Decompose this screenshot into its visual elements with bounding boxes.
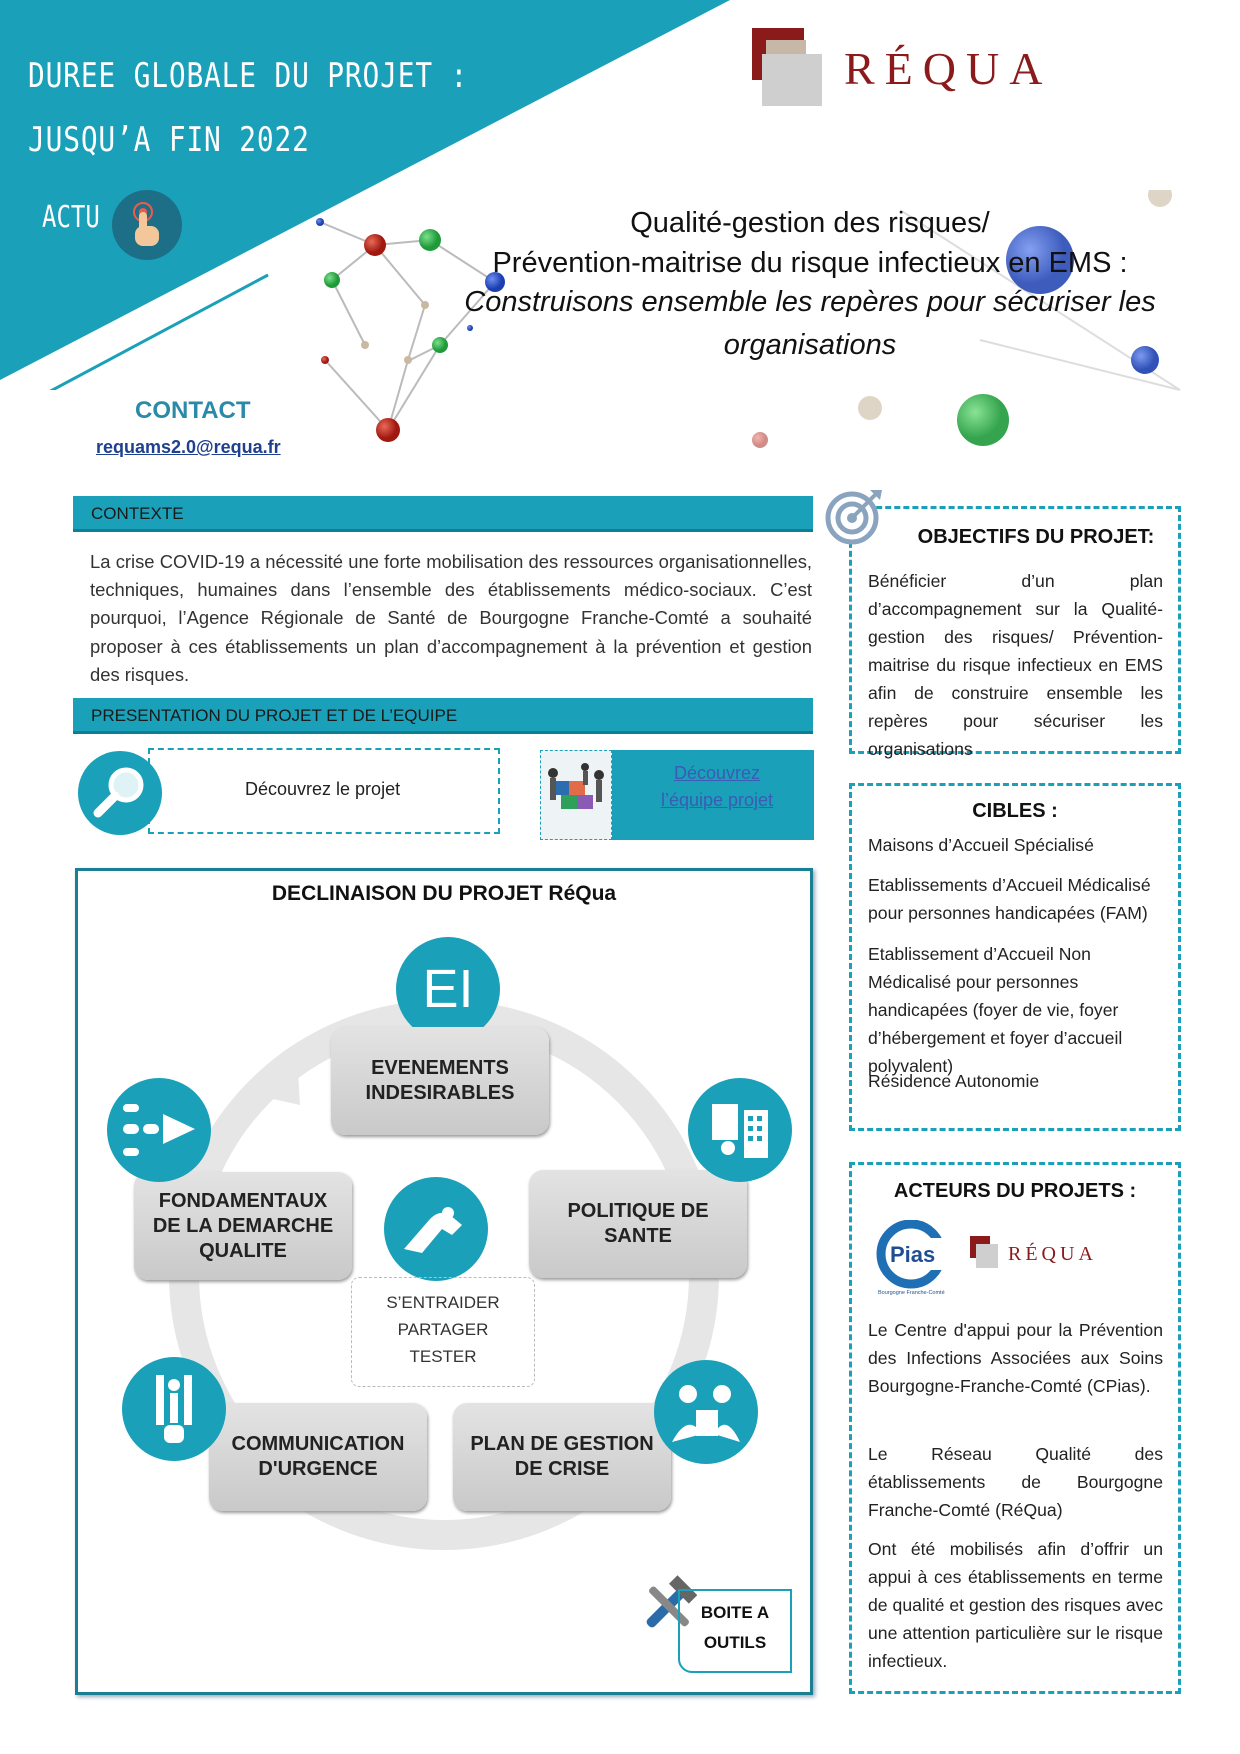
contact-email-link[interactable]: requams2.0@requa.fr xyxy=(96,437,281,457)
center-values-box xyxy=(351,1277,535,1387)
cpias-logo-subtext: Bourgogne Franche-Comté xyxy=(878,1290,945,1296)
contexte-text: La crise COVID-19 a nécessité une forte mobilisation des ressources organisationnelles, techniques, humaines dans l’ensemble des établissements médico-sociaux. C’est pourquoi, l’Agence Régionale de Santé de Bourgogne Franche-Comté a souhaité proposer à ces établissements un plan d’accompagnement à la prévention et gestion des risques. xyxy=(90,551,812,685)
cible-item-residence: Résidence Autonomie xyxy=(868,1071,1040,1091)
box-evenements-line1: EVENEMENTS xyxy=(371,1057,509,1079)
discover-team-line1[interactable]: Découvrez xyxy=(673,763,761,783)
touch-hand-icon[interactable] xyxy=(112,190,182,260)
person-arrows-icon xyxy=(122,1357,226,1461)
ei-icon: EI xyxy=(396,937,500,1041)
banner-title-line1: Qualité-gestion des risques/ xyxy=(630,207,990,239)
objectifs-text: Bénéficier d’un plan d’accompagnement sur la Qualité-gestion des risques/ Prévention-maitrise du risque infectieux en EMS afin de construire ensemble les repères pour sécuriser les organisations xyxy=(868,571,1163,759)
handshake-icon xyxy=(384,1177,488,1281)
box-fondamentaux-line3: QUALITE xyxy=(199,1239,287,1262)
box-politique-sante[interactable] xyxy=(529,1170,747,1278)
project-duration-subtitle: JUSQU’A FIN 2022 xyxy=(28,120,310,160)
box-fondamentaux-line1: FONDAMENTAUX xyxy=(158,1189,328,1212)
box-politique-line2: SANTE xyxy=(604,1225,672,1247)
discover-team-link[interactable] xyxy=(620,760,814,814)
box-plan-gestion-crise[interactable] xyxy=(453,1403,671,1511)
discover-project-link[interactable]: Découvrez le projet xyxy=(245,779,401,799)
cible-item-eanm: Etablissement d’Accueil Non Médicalisé pour personnes handicapées (foyer de vie, foyer d’hébergement et foyer d’accueil polyvalent) xyxy=(868,944,1123,1076)
contact-title: CONTACT xyxy=(135,397,251,424)
box-plan-line2: DE CRISE xyxy=(514,1458,610,1480)
banner-subtitle-line1: Construisons ensemble les repères pour sécuriser les xyxy=(464,286,1156,318)
requa-small-logo-text: RÉQUA xyxy=(1008,1243,1097,1265)
cible-item-fam: Etablissements d’Accueil Médicalisé pour personnes handicapées (FAM) xyxy=(868,875,1151,923)
box-evenements-indesirables[interactable] xyxy=(331,1027,549,1135)
cible-item-mas: Maisons d’Accueil Spécialisé xyxy=(868,835,1094,855)
banner-subtitle-line2: organisations xyxy=(723,329,897,361)
acteurs-mobilisation-text: Ont été mobilisés afin d’offrir un appui à ces établissements en terme de qualité et gestion des risques avec une attention particulière sur le risque infectieux. xyxy=(868,1539,1163,1671)
building-document-icon xyxy=(688,1078,792,1182)
box-communication-urgence[interactable] xyxy=(209,1403,427,1511)
box-fondamentaux-qualite[interactable] xyxy=(134,1172,352,1280)
cpias-logo xyxy=(876,1220,946,1296)
box-plan-line1: PLAN DE GESTION xyxy=(470,1433,654,1455)
acteurs-cpias-text: Le Centre d'appui pour la Prévention des Infections Associées aux Soins Bourgogne-Franche-Comté (CPias). xyxy=(868,1320,1163,1396)
logo-text: RÉQUA xyxy=(844,43,1053,94)
cibles-title: CIBLES : xyxy=(972,800,1058,822)
toolbox-line2: OUTILS xyxy=(703,1633,767,1652)
toolbox-button[interactable] xyxy=(678,1589,792,1673)
presentation-heading: PRESENTATION DU PROJET ET DE L’EQUIPE xyxy=(73,698,813,734)
declinaison-title: DECLINAISON DU PROJET RéQua xyxy=(271,882,617,905)
center-value-entraider: S’ENTRAIDER xyxy=(386,1293,500,1312)
requa-small-logo xyxy=(970,1232,1150,1272)
magnifier-icon[interactable] xyxy=(78,751,162,835)
team-puzzle-icon xyxy=(540,750,612,840)
box-evenements-line2: INDESIRABLES xyxy=(365,1082,515,1104)
center-value-partager: PARTAGER xyxy=(397,1320,489,1339)
target-icon xyxy=(824,486,884,546)
box-politique-line1: POLITIQUE DE xyxy=(567,1200,709,1222)
meeting-people-icon xyxy=(654,1360,758,1464)
cpias-logo-text: Pias xyxy=(890,1242,936,1267)
actu-label: ACTU xyxy=(42,200,100,235)
box-fondamentaux-line2: DE LA DEMARCHE xyxy=(152,1214,334,1237)
contexte-heading: CONTEXTE xyxy=(73,496,813,532)
project-duration-title: DUREE GLOBALE DU PROJET : xyxy=(28,56,469,96)
box-communication-line2: D'URGENCE xyxy=(258,1458,378,1480)
toolbox-line1: BOITE A xyxy=(700,1603,770,1622)
objectifs-title: OBJECTIFS DU PROJET: xyxy=(917,526,1155,548)
chain-arrow-icon xyxy=(107,1078,211,1182)
acteurs-requa-text: Le Réseau Qualité des établissements de Bourgogne Franche-Comté (RéQua) xyxy=(868,1444,1163,1520)
banner-title-line2: Prévention-maitrise du risque infectieux en EMS : xyxy=(492,247,1128,279)
requa-logo xyxy=(752,24,1172,106)
acteurs-title: ACTEURS DU PROJETS : xyxy=(893,1180,1137,1202)
discover-team-line2[interactable]: l’équipe projet xyxy=(660,790,774,810)
box-communication-line1: COMMUNICATION xyxy=(231,1433,405,1455)
center-value-tester: TESTER xyxy=(409,1347,477,1366)
